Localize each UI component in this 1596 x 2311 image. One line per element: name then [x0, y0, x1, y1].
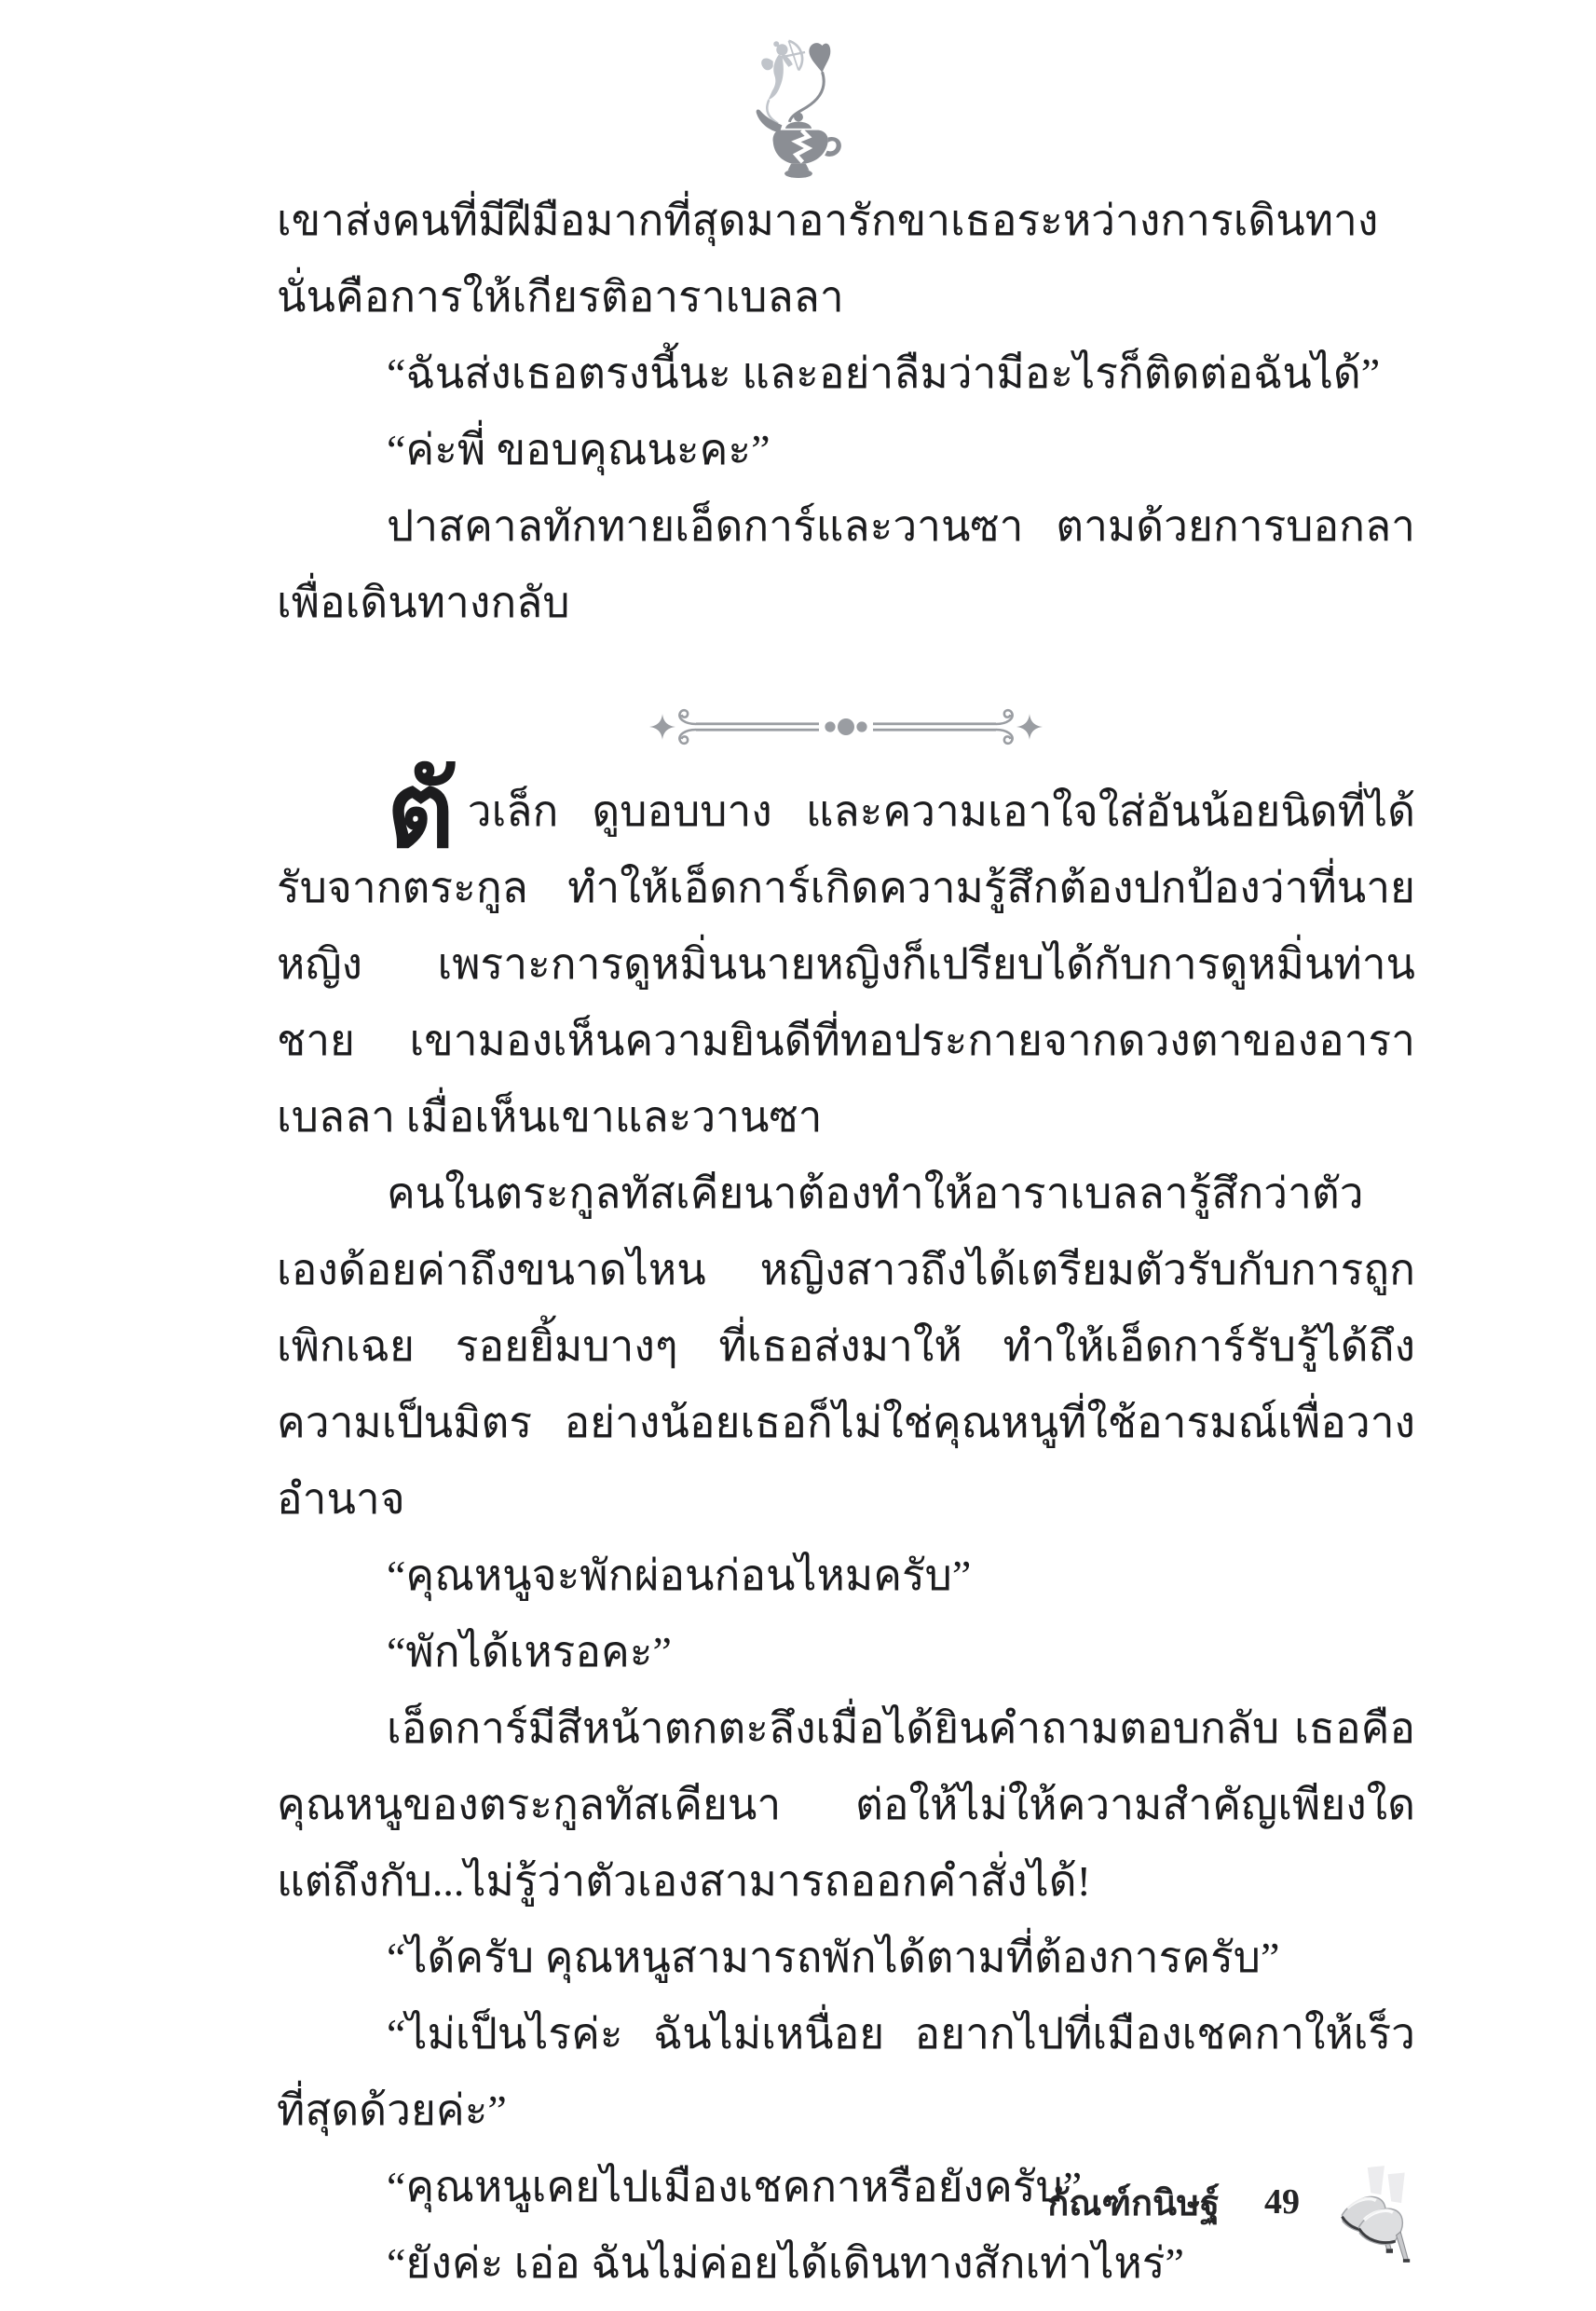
fairy-silhouette	[761, 41, 793, 100]
scene-divider-icon	[277, 706, 1415, 747]
dropcap-paragraph-text: วเล็ก ดูบอบบาง และความเอาใจใส่อันน้อยนิดที่ได้รับจากตระกูล ทำให้เอ็ดการ์เกิดความรู้สึกต้องปกป้องว่าที่นายหญิง เพราะการดูหมิ่นนายหญิงก็เปรียบได้กับการดูหมิ่นท่านชาย เขามองเห็นความยินดีที่ทอประกายจากดวงตาของอาราเบลลา เมื่อเห็นเขาและวานซา	[277, 787, 1415, 1141]
dialogue-paragraph: “ยังค่ะ เอ่อ ฉันไม่ค่อยได้เดินทางสักเท่าไหร่”	[387, 2239, 1184, 2287]
dialogue-paragraph: “คุณหนูจะพักผ่อนก่อนไหมครับ”	[387, 1552, 972, 1599]
dialogue-paragraph: “ค่ะพี่ ขอบคุณนะคะ”	[387, 426, 771, 473]
high-heels-icon	[1337, 2166, 1430, 2263]
dialogue-paragraph: “ไม่เป็นไรค่ะ ฉันไม่เหนื่อย อยากไปที่เมืองเชคกาให้เร็วที่สุดด้วยค่ะ”	[277, 2010, 1415, 2134]
drop-cap: ตั	[387, 754, 455, 869]
heart	[809, 43, 830, 73]
paragraph: เขาส่งคนที่มีฝีมือมากที่สุดมาอารักขาเธอระหว่างการเดินทาง นั่นคือการให้เกียรติอาราเบลลา	[277, 197, 1379, 321]
front-shoe	[1359, 2172, 1411, 2262]
paragraph: ปาสคาลทักทายเอ็ดการ์และวานซา ตามด้วยการบอกลา เพื่อเดินทางกลับ	[277, 502, 1415, 626]
dialogue-paragraph: “พักได้เหรอคะ”	[387, 1628, 672, 1675]
paragraph: เอ็ดการ์มีสีหน้าตกตะลึงเมื่อได้ยินคำถามตอบกลับ เธอคือคุณหนูของตระกูลทัสเคียนา ต่อให้ไม่ให้ความสำคัญเพียงใด แต่ถึงกับ...ไม่รู้ว่าตัวเองสามารถออกคำสั่งได้!	[277, 1704, 1415, 1905]
lamp	[756, 110, 840, 179]
running-title: กัณฑ์กนิษฐ์	[1047, 2183, 1220, 2223]
dropcap-paragraph	[277, 754, 1415, 1156]
dialogue-paragraph: “ได้ครับ คุณหนูสามารถพักได้ตามที่ต้องการครับ”	[387, 1934, 1280, 1981]
page-number: 49	[1264, 2182, 1300, 2222]
divider-dots	[825, 718, 866, 735]
page-footer	[1047, 2166, 1430, 2238]
genie-lamp-fairy-icon	[737, 32, 860, 183]
dialogue-paragraph: “ฉันส่งเธอตรงนี้นะ และอย่าลืมว่ามีอะไรก็ติดต่อฉันได้”	[387, 349, 1381, 397]
dialogue-paragraph: “คุณหนูเคยไปเมืองเชคกาหรือยังครับ”	[387, 2163, 1083, 2210]
page-body	[277, 183, 1415, 2302]
paragraph: คนในตระกูลทัสเคียนาต้องทำให้อาราเบลลารู้สึกว่าตัวเองด้อยค่าถึงขนาดไหน หญิงสาวถึงได้เตรียมตัวรับกับการถูกเพิกเฉย รอยยิ้มบางๆ ที่เธอส่งมาให้ ทำให้เอ็ดการ์รับรู้ได้ถึงความเป็นมิตร อย่างน้อยเธอก็ไม่ใช่คุณหนูที่ใช้อารมณ์เพื่อวางอำนาจ	[277, 1169, 1415, 1523]
